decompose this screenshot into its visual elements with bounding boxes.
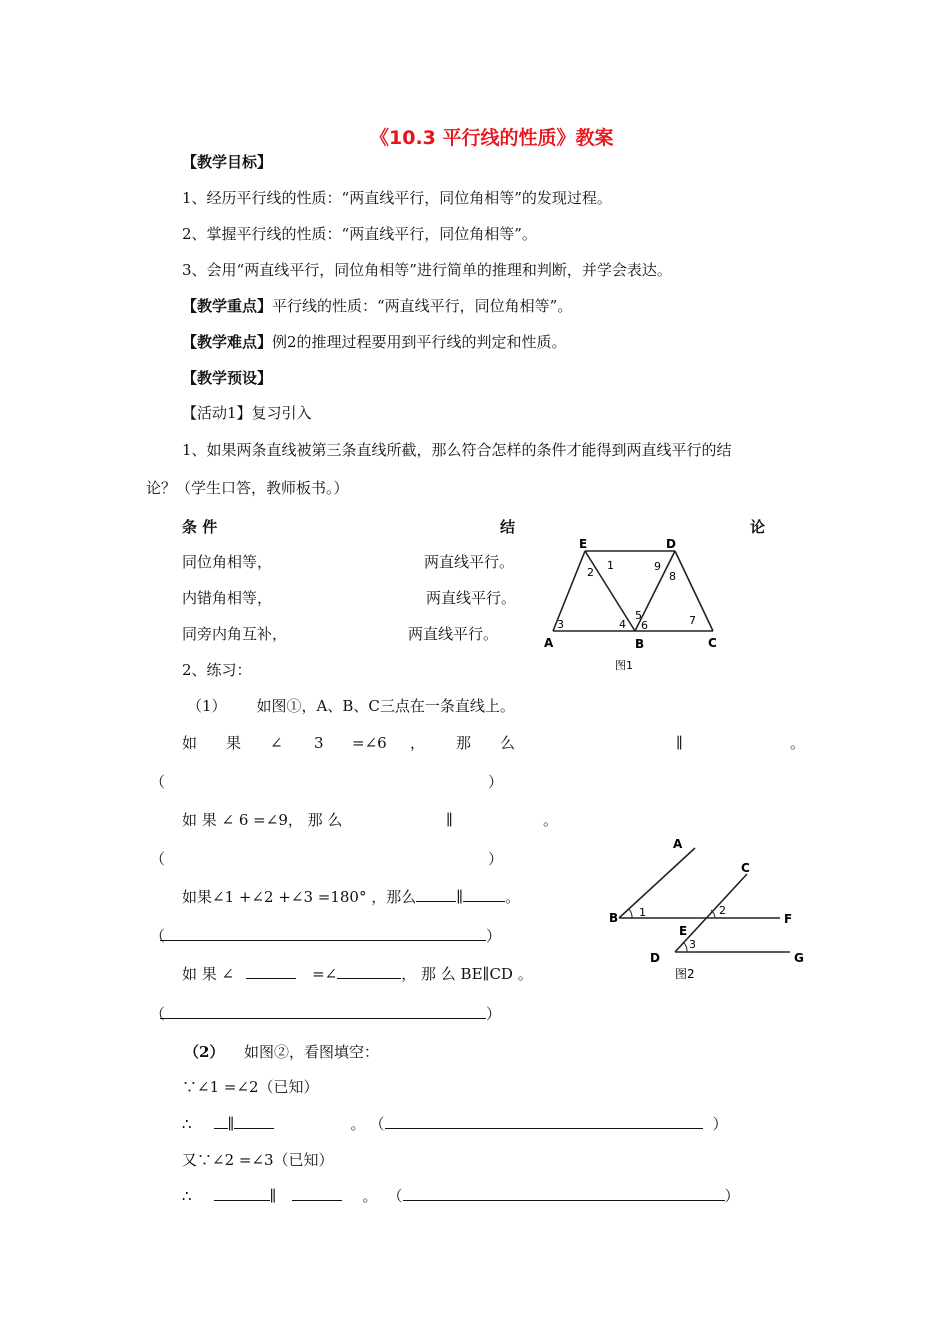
- therefore-line-2: [182, 1186, 740, 1206]
- practice1-intro-text: 如图①，A、B、C三点在一条直线上。: [256, 697, 515, 715]
- figure2-point-A: A: [673, 837, 683, 851]
- angle-arc-1: [629, 909, 632, 918]
- therefore-symbol: ∴: [182, 1187, 192, 1205]
- table-header-conclusion-b: 论: [750, 518, 766, 536]
- practice1-q4-b: =∠: [312, 965, 338, 983]
- figure2-point-D: D: [650, 951, 660, 965]
- practice1-q4: [182, 964, 533, 984]
- page-title: 《10.3 平行线的性质》教案: [370, 127, 614, 149]
- parallel-sign: ∥: [456, 888, 464, 906]
- practice1-q3: [182, 887, 520, 907]
- paren-open: （: [150, 1005, 166, 1023]
- period: 。: [350, 1115, 366, 1133]
- preset-heading: 【教学预设】: [182, 369, 273, 387]
- practice1-q2: 如 果 ∠ 6 =∠9， 那 么: [182, 811, 343, 829]
- practice1-q2-parallel: ∥: [446, 811, 453, 829]
- question1-line2: 论？（学生口答，教师板书。）: [146, 479, 349, 497]
- figure1-angle-8: 8: [669, 570, 676, 583]
- period: 。: [505, 888, 521, 906]
- line-BA: [619, 848, 695, 918]
- practice1-q1-word: ∥: [676, 734, 683, 752]
- therefore-line-1: [182, 1114, 728, 1134]
- table-row-condition: 同旁内角互补，: [182, 625, 288, 643]
- practice1-q2-period: 。: [543, 811, 559, 829]
- paren-close: ）: [724, 1187, 740, 1205]
- objectives-heading: 【教学目标】: [182, 153, 273, 171]
- table-row-condition: 内错角相等，: [182, 589, 273, 607]
- therefore-symbol: ∴: [182, 1115, 192, 1133]
- table-row-conclusion: 两直线平行。: [424, 553, 515, 571]
- answer-blank[interactable]: [337, 964, 401, 979]
- also-because-line: 又∵∠2 =∠3（已知）: [182, 1151, 334, 1169]
- figure2-point-C: C: [741, 861, 750, 875]
- paren-close: ）: [712, 1115, 728, 1133]
- difficulty-text: 例2的推理过程要用到平行线的判定和性质。: [272, 333, 567, 351]
- key-point-heading: 【教学重点】: [182, 297, 273, 315]
- paren-open: （: [369, 1115, 385, 1133]
- figure2-caption: 图2: [675, 967, 695, 981]
- paren-open: （: [387, 1187, 403, 1205]
- objective-item: 1、经历平行线的性质：“两直线平行，同位角相等”的发现过程。: [182, 189, 612, 207]
- practice1-q1-word: 3: [314, 734, 324, 752]
- figure1-angle-6: 6: [641, 619, 648, 632]
- difficulty-heading: 【教学难点】: [182, 333, 273, 351]
- practice1-intro: [187, 696, 515, 716]
- paren-close: ）: [486, 1005, 502, 1023]
- paren-close: ）: [486, 927, 502, 945]
- figure1-point-D: D: [666, 537, 676, 551]
- table-row-conclusion: 两直线平行。: [408, 625, 499, 643]
- figure1-angle-5: 5: [635, 609, 642, 622]
- practice1-q4-c: ， 那 么 BE∥CD 。: [401, 965, 533, 983]
- period: 。: [362, 1187, 378, 1205]
- figure1-angle-3: 3: [557, 618, 564, 631]
- paren-open: （: [150, 850, 166, 868]
- answer-blank[interactable]: [246, 964, 296, 979]
- figure1-caption: 图1: [615, 659, 633, 672]
- line-CD: [675, 874, 747, 952]
- figure1-angle-4: 4: [619, 618, 626, 631]
- answer-blank[interactable]: [160, 1004, 486, 1019]
- figure1-angle-7: 7: [689, 614, 696, 627]
- paren-open: （: [150, 773, 166, 791]
- practice-heading: 2、练习：: [182, 661, 252, 679]
- practice1-q1-word: 。: [790, 734, 806, 752]
- figure1-angle-1: 1: [607, 559, 614, 572]
- objective-item: 3、会用“两直线平行，同位角相等”进行简单的推理和判断，并学会表达。: [182, 261, 672, 279]
- figure-1: [535, 535, 735, 675]
- figure2-point-F: F: [784, 912, 793, 926]
- key-point: [182, 296, 572, 316]
- figure2-angle-3: 3: [689, 938, 696, 951]
- objective-item: 2、掌握平行线的性质：“两直线平行，同位角相等”。: [182, 225, 537, 243]
- figure2-point-G: G: [794, 951, 804, 965]
- figure1-point-B: B: [635, 637, 645, 651]
- figure1-angle-2: 2: [587, 566, 594, 579]
- figure-2: [605, 832, 815, 982]
- parallel-sign: ∥: [269, 1187, 277, 1205]
- answer-blank[interactable]: [463, 887, 505, 902]
- angle-arc-3: [684, 943, 687, 952]
- answer-blank[interactable]: [214, 1114, 228, 1129]
- figure1-point-E: E: [579, 537, 588, 551]
- figure1-angle-9: 9: [654, 560, 661, 573]
- practice1-q1-word: 如: [182, 734, 198, 752]
- answer-blank[interactable]: [403, 1186, 725, 1201]
- practice1-q1-word: 么: [500, 734, 516, 752]
- figure2-point-E: E: [679, 924, 688, 938]
- figure1-point-A: A: [544, 636, 554, 650]
- answer-blank[interactable]: [214, 1186, 270, 1201]
- practice2-number: （2）: [184, 1043, 225, 1061]
- practice1-q1-word: ，: [410, 734, 426, 752]
- parallel-sign: ∥: [227, 1115, 235, 1133]
- answer-blank[interactable]: [234, 1114, 274, 1129]
- practice2-intro: 如图②，看图填空：: [244, 1043, 380, 1061]
- practice1-q1-word: 果: [226, 734, 242, 752]
- table-row-conclusion: 两直线平行。: [426, 589, 517, 607]
- answer-blank[interactable]: [160, 926, 486, 941]
- figure2-angle-2: 2: [719, 904, 726, 917]
- paren-close: ）: [488, 850, 504, 868]
- figure2-angle-1: 1: [639, 906, 646, 919]
- answer-blank[interactable]: [385, 1114, 703, 1129]
- key-point-text: 平行线的性质：“两直线平行，同位角相等”。: [272, 297, 573, 315]
- practice1-q1-word: =∠6: [352, 734, 387, 752]
- question1-line1: 1、如果两条直线被第三条直线所截，那么符合怎样的条件才能得到两直线平行的结: [182, 441, 732, 459]
- figure2-point-B: B: [609, 911, 619, 925]
- answer-blank[interactable]: [416, 887, 456, 902]
- difficulty: [182, 332, 567, 352]
- paren-open: （: [150, 927, 166, 945]
- table-row-condition: 同位角相等，: [182, 553, 273, 571]
- table-header-conclusion-a: 结: [500, 518, 516, 536]
- practice1-q1-word: ∠: [270, 734, 283, 752]
- activity1-heading: 【活动1】复习引入: [182, 404, 312, 422]
- practice1-q3-text: 如果∠1 +∠2 +∠3 =180° ，那么: [182, 888, 417, 906]
- paren-close: ）: [488, 773, 504, 791]
- because-line-1: ∵∠1 =∠2（已知）: [182, 1078, 319, 1096]
- answer-blank[interactable]: [292, 1186, 342, 1201]
- practice1-q4-a: 如 果 ∠: [182, 965, 235, 983]
- figure1-point-C: C: [708, 636, 717, 650]
- practice1-number: （1）: [187, 697, 227, 715]
- practice1-q1-word: 那: [456, 734, 472, 752]
- table-header-condition: 条 件: [182, 518, 218, 536]
